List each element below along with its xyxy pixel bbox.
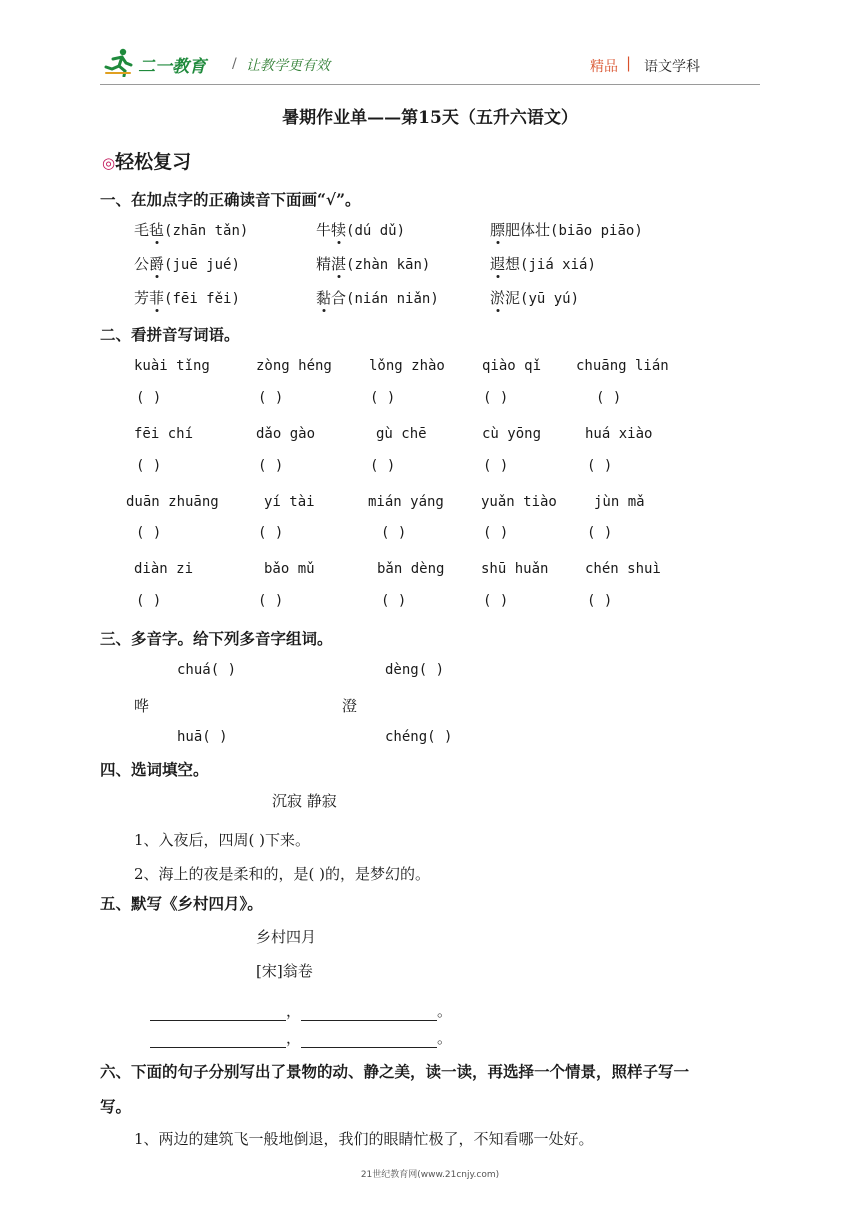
answer-blank[interactable]: ( ) (596, 390, 622, 406)
pinyin-cell: kuài tǐng (134, 358, 210, 374)
answer-blank[interactable]: ( ) (136, 525, 162, 541)
answer-blank[interactable]: ( ) (136, 458, 162, 474)
q6-heading-cont: 写。 (100, 1097, 132, 1116)
answer-blank[interactable]: ( ) (258, 390, 284, 406)
subject-label: 语文学科 (644, 59, 700, 75)
word-choices: 沉寂 静寂 (272, 792, 337, 810)
q1-item: 黏合(nián niǎn) (316, 289, 439, 307)
answer-blank[interactable]: ( ) (483, 525, 509, 541)
quality-badge: 精品 (590, 59, 618, 75)
pinyin-cell: yuǎn tiào (481, 494, 557, 510)
page-title: 暑期作业单——第15天（五升六语文） (282, 108, 578, 128)
q1-item: 遐想(jiá xiá) (490, 255, 596, 273)
writing-line[interactable] (150, 1006, 286, 1021)
poem-line: ， 。 (150, 1027, 452, 1048)
pinyin-cell: chén shuì (585, 561, 661, 577)
header-divider (100, 84, 760, 85)
polyphone-blank[interactable]: chéng( ) (385, 729, 453, 745)
pinyin-cell: chuāng lián (576, 358, 669, 374)
answer-blank[interactable]: ( ) (258, 525, 284, 541)
writing-line[interactable] (301, 1006, 437, 1021)
answer-blank[interactable]: ( ) (381, 593, 407, 609)
pinyin-cell: bǎn dèng (377, 561, 445, 577)
q1-heading: 一、在加点字的正确读音下面画“√”。 (100, 190, 361, 209)
q5-heading: 五、默写《乡村四月》。 (100, 894, 263, 913)
polyphone-char: 哗 (134, 697, 150, 715)
answer-blank[interactable]: ( ) (587, 593, 613, 609)
fill-sentence: 1、入夜后，四周( )下来。 (134, 831, 311, 849)
pinyin-cell: fēi chí (134, 426, 194, 442)
header-separator: | (626, 54, 632, 72)
pinyin-cell: huá xiào (585, 426, 653, 442)
logo (104, 48, 206, 80)
pinyin-cell: bǎo mǔ (264, 561, 315, 577)
pinyin-cell: shū huǎn (481, 561, 549, 577)
section-bullet-icon: ◎ (102, 154, 116, 172)
polyphone-blank[interactable]: chuá( ) (177, 662, 237, 678)
writing-line[interactable] (150, 1033, 286, 1048)
q1-item: 牛犊(dú dǔ) (316, 221, 406, 239)
polyphone-char: 澄 (342, 697, 358, 715)
q1-item: 淤泥(yū yú) (490, 289, 580, 307)
pinyin-cell: cù yōng (482, 426, 542, 442)
pinyin-cell: yí tài (264, 494, 315, 510)
fill-sentence: 2、海上的夜是柔和的，是( )的，是梦幻的。 (134, 865, 431, 883)
polyphone-blank[interactable]: dèng( ) (385, 662, 445, 678)
pinyin-cell: gù chē (376, 426, 427, 442)
q3-heading: 三、多音字。给下列多音字组词。 (100, 629, 333, 648)
header-slash: / (232, 56, 237, 72)
answer-blank[interactable]: ( ) (587, 458, 613, 474)
q1-item: 毛毡(zhān tǎn) (134, 221, 249, 239)
pinyin-cell: qiào qǐ (482, 358, 542, 374)
q1-item: 芳菲(fēi fěi) (134, 289, 240, 307)
q1-item: 精湛(zhàn kān) (316, 255, 431, 273)
answer-blank[interactable]: ( ) (136, 390, 162, 406)
answer-blank[interactable]: ( ) (483, 458, 509, 474)
answer-blank[interactable]: ( ) (587, 525, 613, 541)
poem-title: 乡村四月 (256, 928, 317, 946)
answer-blank[interactable]: ( ) (370, 390, 396, 406)
logo-text: 二一教育 (138, 56, 206, 77)
q2-heading: 二、看拼音写词语。 (100, 325, 240, 344)
answer-blank[interactable]: ( ) (258, 593, 284, 609)
q1-item: 膘肥体壮(biāo piāo) (490, 221, 643, 239)
polyphone-blank[interactable]: huā( ) (177, 729, 228, 745)
runner-logo-icon (104, 47, 134, 81)
answer-blank[interactable]: ( ) (370, 458, 396, 474)
pinyin-cell: diàn zi (134, 561, 194, 577)
section-label: 轻松复习 (115, 151, 192, 173)
answer-blank[interactable]: ( ) (258, 458, 284, 474)
pinyin-cell: dǎo gào (256, 426, 316, 442)
pinyin-cell: mián yáng (368, 494, 444, 510)
pinyin-cell: duān zhuāng (126, 494, 219, 510)
section-header (102, 147, 191, 174)
example-sentence: 1、两边的建筑飞一般地倒退，我们的眼睛忙极了，不知看哪一处好。 (134, 1130, 594, 1148)
header-slogan: 让教学更有效 (246, 58, 330, 74)
writing-line[interactable] (301, 1033, 437, 1048)
footer-source: 21世纪教育网(www.21cnjy.com) (360, 1170, 500, 1180)
answer-blank[interactable]: ( ) (483, 593, 509, 609)
pinyin-cell: lǒng zhào (369, 358, 445, 374)
poem-author: [宋]翁卷 (256, 962, 313, 980)
q6-heading: 六、下面的句子分别写出了景物的动、静之美，读一读，再选择一个情景，照样子写一 (100, 1062, 690, 1081)
q1-item: 公爵(juē jué) (134, 255, 240, 273)
poem-line: ， 。 (150, 1000, 452, 1021)
q4-heading: 四、选词填空。 (100, 760, 209, 779)
pinyin-cell: jùn mǎ (594, 494, 645, 510)
answer-blank[interactable]: ( ) (136, 593, 162, 609)
answer-blank[interactable]: ( ) (483, 390, 509, 406)
pinyin-cell: zòng héng (256, 358, 332, 374)
answer-blank[interactable]: ( ) (381, 525, 407, 541)
